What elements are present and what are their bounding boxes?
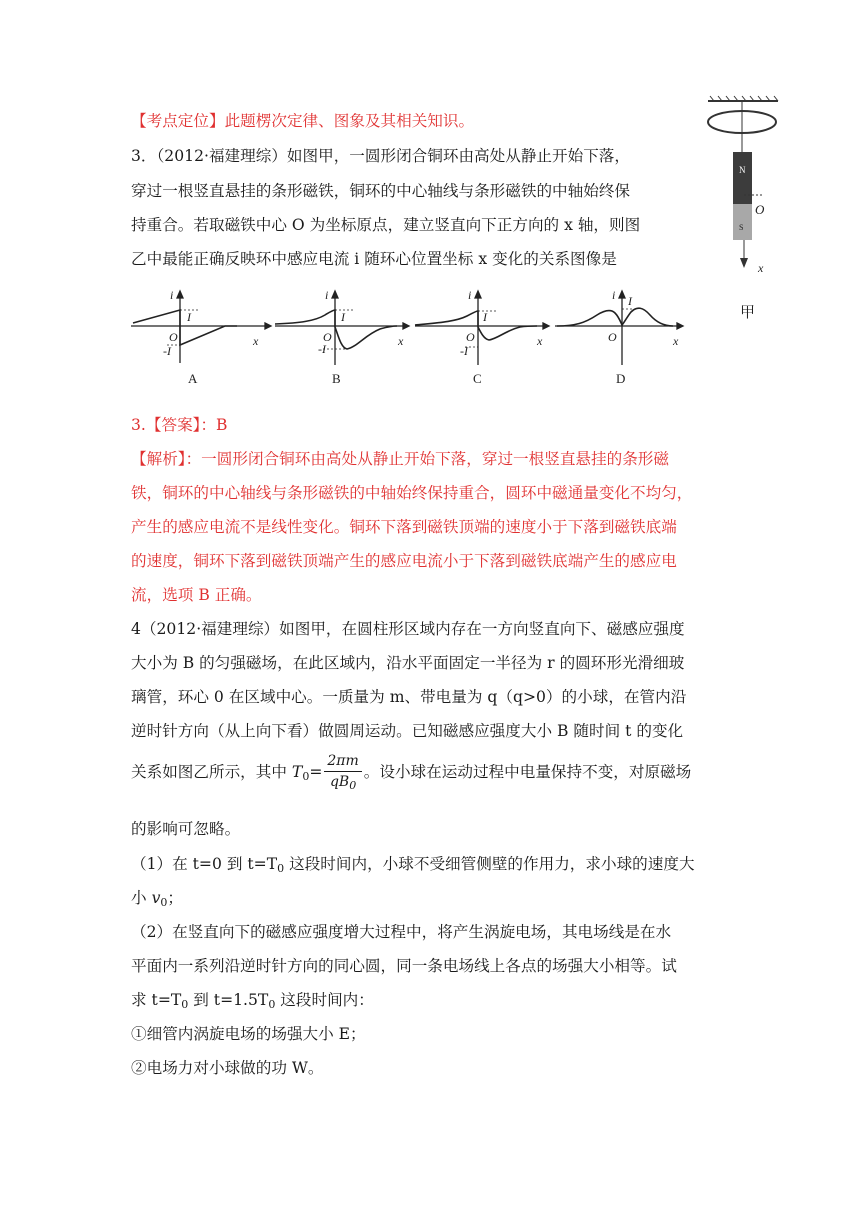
option-c-label: C [473,371,482,386]
figure-jia [700,92,790,322]
graph-a-minusI-label: -I [163,344,171,358]
p2-sub-2: 0 [268,998,276,1011]
graph-c-O-label: O [466,330,475,344]
equals-sign: = [309,763,323,781]
graph-b-O-label: O [323,330,332,344]
q4-part2-item-2: ②电场力对小球做的功 W。 [131,1059,324,1077]
p1-text-c: 小 [131,889,152,907]
analysis-line-2: 铁，铜环的中心轴线与条形磁铁的中轴始终保持重合，圆环中磁通量变化不均匀， [131,484,693,502]
graph-a-O-label: O [169,330,178,344]
graph-a [131,291,271,363]
figure-jia-label: 甲 [740,303,756,321]
graph-b-I-label: I [341,310,345,324]
graph-c-i-label: i [468,288,472,302]
p1-sub: 0 [277,862,285,875]
p2-text-c: 这段时间内： [275,991,374,1009]
fraction-denominator-sub: 0 [349,778,357,792]
fraction-denominator [324,772,361,794]
q4-line-4: 逆时针方向（从上向下看）做圆周运动。已知磁感应强度大小 B 随时间 t 的变化 [131,722,684,740]
q4-part1-line-2 [131,887,183,914]
fraction-denominator-base: qB [329,773,350,790]
graph-a-I-label: I [187,310,191,324]
q3-line-2: 穿过一根竖直悬挂的条形磁铁，铜环的中心轴线与条形磁铁的中轴始终保 [131,182,631,200]
v0-symbol: v [151,889,161,907]
t0-symbol: T [291,763,303,781]
graph-d [555,291,683,365]
analysis-line-5: 流，选项 B 正确。 [131,586,262,604]
answer-title: 3.【答案】：B [131,416,228,434]
t0-subscript: 0 [302,770,310,783]
analysis-line-3: 产生的感应电流不是线性变化。铜环下落到磁铁顶端的速度小于下落到磁铁底端 [131,518,677,536]
p2-text-b: 到 t=1.5T [188,991,269,1009]
graph-a-x-label: x [253,334,259,348]
graph-b-x-label: x [398,334,404,348]
option-b-label: B [332,371,341,386]
t0-fraction [324,753,361,794]
analysis-line-4: 的速度，铜环下落到磁铁顶端产生的感应电流小于下落到磁铁底端产生的感应电 [131,552,677,570]
v0-subscript: 0 [160,896,168,909]
q4-line5-suffix: 。设小球在运动过程中电量保持不变，对原磁场 [363,763,692,781]
pole-n-label: N [739,165,746,175]
q3-line-1: 3．（2012·福建理综）如图甲，一圆形闭合铜环由高处从静止开始下落， [131,147,630,165]
graph-c-minusI-label: -I [460,344,468,358]
graph-d-i-label: i [612,288,616,302]
q4-part2-item-1: ①细管内涡旋电场的场强大小 E； [131,1025,366,1043]
q3-line-3: 持重合。若取磁铁中心 O 为坐标原点，建立竖直向下正方向的 x 轴，则图 [131,216,641,234]
p2-text-a: 求 t=T [131,991,182,1009]
p1-text-b: 这段时间内，小球不受细管侧壁的作用力，求小球的速度大 [284,855,695,873]
option-a-label: A [188,371,198,386]
kaodian-line: 【考点定位】此题楞次定律、图象及其相关知识。 [131,112,475,130]
q4-line-3: 璃管，环心 0 在区域中心。一质量为 m、带电量为 q（q>0）的小球，在管内沿 [131,688,687,706]
q4-line-6: 的影响可忽略。 [131,820,241,838]
q4-part2-line-3 [131,989,374,1016]
q4-part1-line-1 [131,853,695,880]
graph-c [415,291,549,365]
q4-part2-line-1: （2）在竖直向下的磁感应强度增大过程中，将产生涡旋电场，其电场线是在水 [131,923,672,941]
axis-x-label: x [758,261,764,275]
fraction-numerator: 2πm [324,753,361,772]
options-graphs [125,283,685,388]
q4-line-5 [131,752,691,797]
p1-text-a: （1）在 t=0 到 t=T [131,855,278,873]
q4-line-2: 大小为 B 的匀强磁场，在此区域内，沿水平面固定一半径为 r 的圆环形光滑细玻 [131,654,685,672]
q4-line-1: 4（2012·福建理综）如图甲，在圆柱形区域内存在一方向竖直向下、磁感应强度 [131,620,685,638]
graph-b [275,291,409,365]
graph-d-I-label: I [628,294,632,308]
q4-part2-line-2: 平面内一系列沿逆时针方向的同心圆，同一条电场线上各点的场强大小相等。试 [131,957,677,975]
q4-line5-prefix: 关系如图乙所示，其中 [131,763,292,781]
origin-o-label: O [755,202,765,217]
graph-d-O-label: O [608,330,617,344]
p1-text-d: ； [167,889,183,907]
graph-c-I-label: I [483,310,487,324]
graph-c-x-label: x [537,334,543,348]
pole-s-label: S [739,223,744,232]
graph-d-x-label: x [673,334,679,348]
analysis-line-1: 【解析】：一圆形闭合铜环由高处从静止开始下落，穿过一根竖直悬挂的条形磁 [131,450,669,468]
graph-b-i-label: i [325,288,329,302]
graph-b-minusI-label: -I [318,342,326,356]
q3-line-4: 乙中最能正确反映环中感应电流 i 随环心位置坐标 x 变化的关系图像是 [131,250,617,268]
option-d-label: D [616,371,626,386]
graph-a-i-label: i [170,288,174,302]
p2-sub-1: 0 [181,998,189,1011]
